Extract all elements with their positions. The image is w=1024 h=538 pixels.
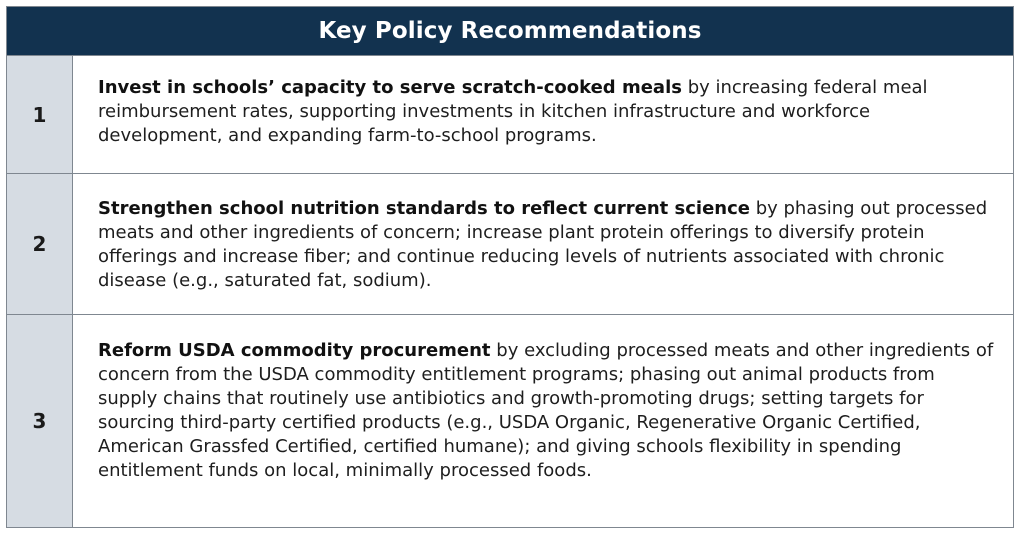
table-row <box>7 174 1013 315</box>
row-heading: Reform USDA commodity procurement <box>98 340 491 361</box>
row-body: by excluding processed meats and other ingredients of concern from the USDA commodity entitlement programs; phasing out animal products from supply chains that routinely use antibiotics and growth-promoting drugs; setting targets for sourcing third-party certified products (e.g., USDA Organic, Regenerative Organic Certified, American Grassfed Certified, certified humane); and giving schools flexibility in spending entitlement funds on local, minimally processed foods. <box>98 340 994 481</box>
row-number: 1 <box>7 56 73 173</box>
row-text <box>73 174 1013 314</box>
row-heading: Invest in schools’ capacity to serve scratch-cooked meals <box>98 77 682 98</box>
row-body: by phasing out processed meats and other ingredients of concern; increase plant protein offerings to diversify protein offerings and increase fiber; and continue reducing levels of nutrients associated with chronic disease (e.g., saturated fat, sodium). <box>98 198 988 291</box>
row-body: by increasing federal meal reimbursement rates, supporting investments in kitchen infrastructure and workforce development, and expanding farm-to-school programs. <box>98 77 928 146</box>
row-number: 2 <box>7 174 73 314</box>
row-heading: Strengthen school nutrition standards to reflect current science <box>98 198 750 219</box>
table-row <box>7 56 1013 174</box>
row-text <box>73 56 1013 173</box>
recommendations-table <box>6 6 1014 528</box>
row-number: 3 <box>7 315 73 527</box>
table-row <box>7 315 1013 527</box>
table-title: Key Policy Recommendations <box>7 7 1013 56</box>
row-text <box>73 315 1013 527</box>
